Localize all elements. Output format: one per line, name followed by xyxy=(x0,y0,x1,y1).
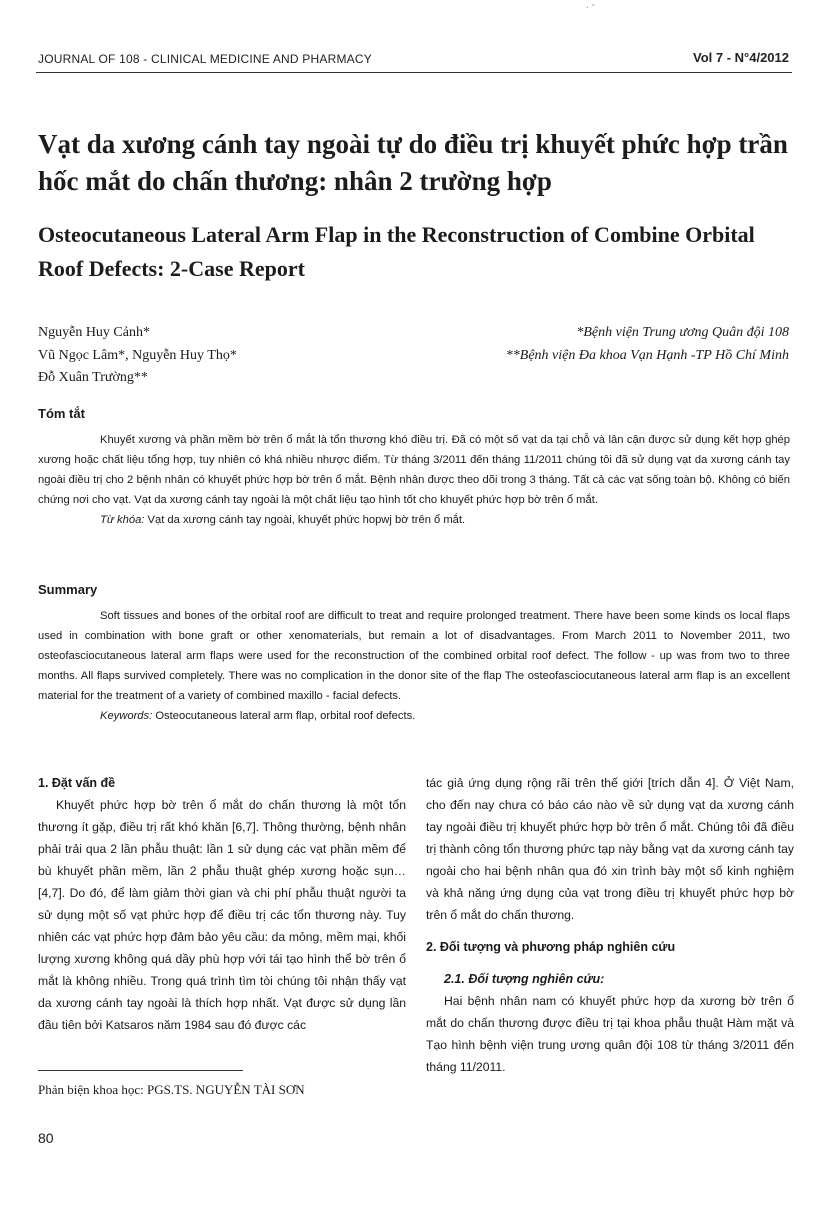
title-vietnamese: Vạt da xương cánh tay ngoài tự do điều trị khuyết phức hợp trần hốc mắt do chấn thương: nhân 2 trường hợp xyxy=(38,129,788,196)
abstract-vi-keywords xyxy=(38,510,790,530)
author-line: Vũ Ngọc Lâm*, Nguyễn Huy Thọ* xyxy=(38,347,237,363)
section-2-1-heading: 2.1. Đối tượng nghiên cứu: xyxy=(444,972,605,986)
section-2-heading: 2. Đối tượng và phương pháp nghiên cứu xyxy=(426,940,676,954)
section-1-heading: 1. Đặt vấn đề xyxy=(38,776,116,790)
author-list xyxy=(38,322,368,390)
footnote-rule xyxy=(38,1070,243,1071)
section-1-paragraph: Khuyết phức hợp bờ trên ổ mắt do chấn thương là một tổn thương ít gặp, điều trị rất khó khăn [6,7]. Thông thường, bệnh nhân phải trải qua 2 lần phẫu thuật: lần 1 sử dụng các vạt phần mềm để bù khuyết phần mềm, lần 2 phẫu thuật ghép xương hoặc sụn… [4,7]. Do đó, để làm giảm thời gian và chi phí phẫu thuật người ta sử dụng một số vạt phức hợp để điều trị các tổn thương này. Tuy nhiên các vạt phức hợp đảm bảo yêu cầu: da mỏng, mềm mại, khối lượng xương không quá dầy phù hợp với tái tạo hình thể bờ trên ổ mắt là không nhiều. Trong quá trình tìm tòi chúng tôi nhận thấy vạt da xương cánh tay ngoài là thích hợp nhất. Vạt được sử dụng lần đầu tiên bởi Katsaros năm 1984 sau đó được các xyxy=(38,798,406,1032)
affiliation-list xyxy=(369,322,789,367)
keywords-label: Keywords: xyxy=(100,710,153,722)
abstract-en-text: Soft tissues and bones of the orbital roof are difficult to treat and require prolonged treatment. There have been some kinds os local flaps used in combination with bone graft or other xenomaterials, but remain a lot of disadvantages. From March 2011 to November 2011, two osteofasciocutaneous lateral arm flaps were used for the reconstruction of the combined orbital roof defect. The follow - up was from two to three months. All flaps survived completely. There was no complication in the donor site of the flap The osteofasciocutaneous lateral arm flap is an excellent material for the treatment of a variety of combined maxillo - facial defects. xyxy=(38,610,790,702)
section-2-1-paragraph: Hai bệnh nhân nam có khuyết phức hợp da xương bờ trên ổ mắt do chấn thương được điều trị tại khoa phẫu thuật Hàm mặt và Tạo hình bệnh viện trung ương quân đội 108 từ tháng 3/2011 đến tháng 11/2011. xyxy=(426,994,794,1074)
keywords-text: Vạt da xương cánh tay ngoài, khuyết phức hopwj bờ trên ổ mắt. xyxy=(147,514,466,526)
abstract-en xyxy=(38,606,790,726)
reviewer-footnote: Phản biện khoa học: PGS.TS. NGUYỄN TÀI SƠN xyxy=(38,1082,305,1097)
keywords-text: Osteocutaneous lateral arm flap, orbital roof defects. xyxy=(155,710,416,722)
body-column-left xyxy=(38,772,406,1036)
journal-name: JOURNAL OF 108 - CLINICAL MEDICINE AND PHARMACY xyxy=(38,52,372,66)
keywords-label: Từ khóa: xyxy=(100,514,145,526)
affiliation-line: *Bệnh viện Trung ương Quân đội 108 xyxy=(576,325,789,340)
author-line: Nguyễn Huy Cảnh* xyxy=(38,325,150,340)
volume-issue: Vol 7 - N°4/2012 xyxy=(692,50,789,65)
abstract-vi-text: Khuyết xương và phần mềm bờ trên ổ mắt là tổn thương khó điều trị. Đã có một số vạt da tại chỗ và lân cận được sử dụng kết hợp ghép xương hoặc chất liệu tổng hợp, tuy nhiên có khá nhiều nhược điểm. Từ tháng 3/2011 đến tháng 11/2011 chúng tôi đã sử dụng vạt da xương cánh tay ngoài điều trị cho 2 bệnh nhân có khuyết phức hợp bờ trên ổ mắt. Bệnh nhân được theo dõi trong 3 tháng. Tất cả các vạt sống toàn bộ. Không có biến chứng nơi cho vạt. Vạt da xương cánh tay ngoài là một chất liệu tạo hình tốt cho khuyết phức hợp bờ trên ổ mắt. xyxy=(38,434,790,506)
abstract-vi xyxy=(38,430,790,530)
header-rule xyxy=(36,72,792,73)
abstract-en-keywords xyxy=(38,706,790,726)
author-line: Đỗ Xuân Trường** xyxy=(38,370,148,385)
scan-speck: . - xyxy=(586,0,595,11)
section-1-paragraph-continued: tác giả ứng dụng rộng rãi trên thế giới [trích dẫn 4]. Ở Việt Nam, cho đến nay chưa có báo cáo nào về sử dụng vạt da xương cánh tay ngoài điều trị khuyết phức hợp bờ trên ổ mắt. Chúng tôi đã điều trị thành công tổn thương phức tạp này bằng vạt da xương cánh tay ngoài cho hai bệnh nhân qua đó xin trình bày một số kinh nghiệm và khả năng ứng dụng của vạt trong điều trị khuyết phức hợp bờ trên ổ mắt do chấn thương. xyxy=(426,776,794,922)
affiliation-line: **Bệnh viện Đa khoa Vạn Hạnh -TP Hồ Chí Minh xyxy=(505,347,789,363)
title-english: Osteocutaneous Lateral Arm Flap in the Reconstruction of Combine Orbital Roof Defects: 2-Case Report xyxy=(38,222,755,281)
abstract-vi-label: Tóm tắt xyxy=(38,406,85,421)
abstract-en-label: Summary xyxy=(38,582,98,597)
page-number: 80 xyxy=(38,1130,54,1146)
body-column-right xyxy=(426,772,794,1078)
